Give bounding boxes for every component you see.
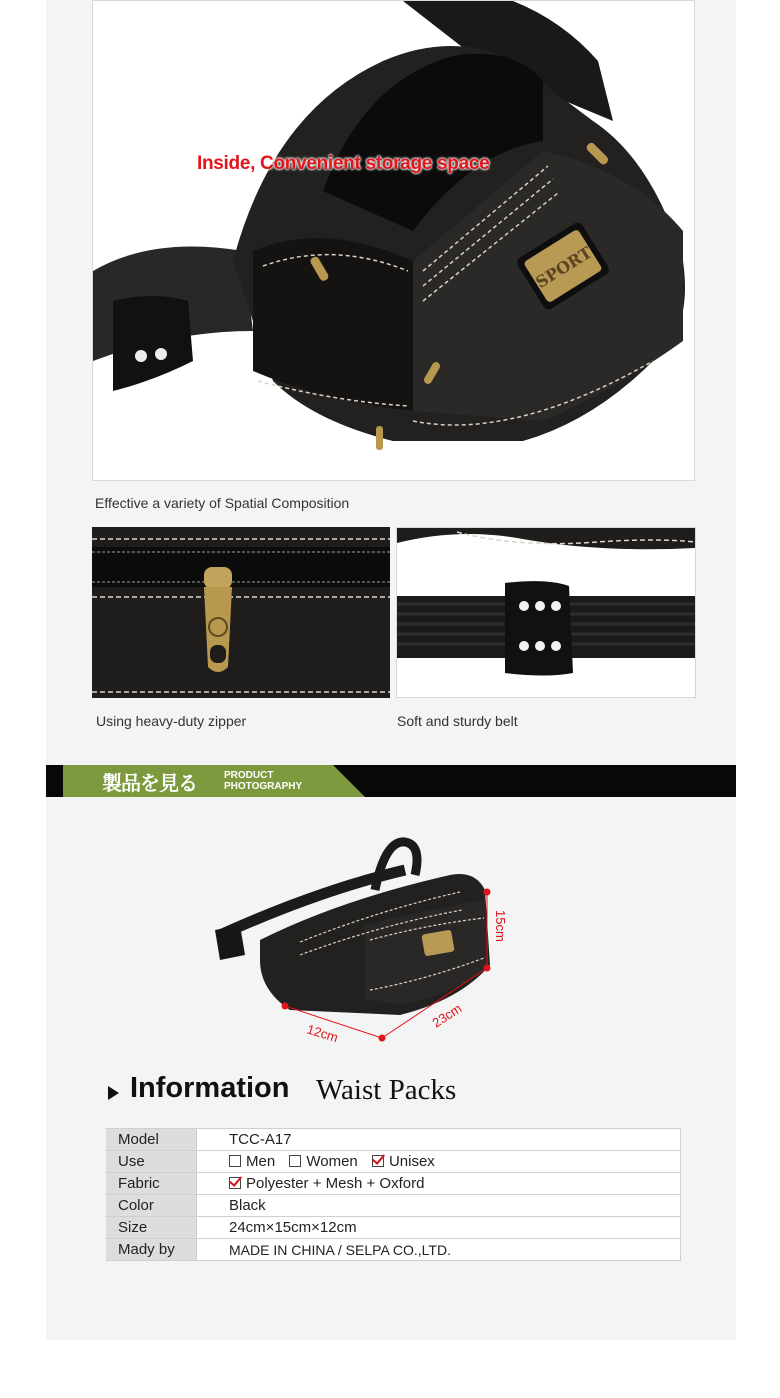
zipper-detail-photo: [92, 527, 390, 698]
option-unisex: Unisex: [388, 1153, 435, 1170]
checkbox-unisex: [372, 1155, 384, 1167]
information-subtitle: Waist Packs: [316, 1074, 457, 1106]
color-label: Color: [106, 1195, 197, 1217]
made-by-label: Mady by: [106, 1239, 197, 1261]
banner-english-title: [224, 770, 302, 792]
table-row: [106, 1129, 681, 1151]
zipper-illustration: [92, 527, 390, 698]
checkbox-men: [229, 1155, 241, 1167]
checkbox-fabric: [229, 1177, 241, 1189]
table-row: [106, 1195, 681, 1217]
belt-detail-photo: [396, 527, 696, 698]
model-value: TCC-A17: [197, 1129, 681, 1151]
triangle-bullet-icon: [108, 1086, 119, 1100]
banner-line-2: PHOTOGRAPHY: [224, 781, 303, 792]
open-bag-illustration: [93, 1, 695, 481]
option-men: Men: [246, 1153, 276, 1170]
checkbox-women: [289, 1155, 301, 1167]
model-label: Model: [106, 1129, 197, 1151]
fabric-label: Fabric: [106, 1173, 197, 1195]
made-by-value: MADE IN CHINA / SELPA CO.,LTD.: [197, 1239, 681, 1261]
belt-buckle-illustration: [397, 528, 695, 697]
banner-line-1: PRODUCT: [224, 770, 274, 781]
table-row: [106, 1173, 681, 1195]
width-label: 23cm: [429, 1000, 465, 1031]
information-title: Information: [130, 1072, 290, 1104]
storage-overlay-label: Inside, Convenient storage space: [197, 153, 490, 174]
option-fabric: Polyester + Mesh + Oxford: [246, 1175, 425, 1192]
table-row: [106, 1151, 681, 1173]
color-value: Black: [197, 1195, 681, 1217]
size-value: 24cm×15cm×12cm: [197, 1217, 681, 1239]
depth-label: 12cm: [305, 1021, 340, 1046]
table-row: [106, 1217, 681, 1239]
product-photography-banner: [46, 765, 736, 797]
spec-table: [106, 1128, 681, 1261]
main-photo-caption: Effective a variety of Spatial Composition: [95, 495, 350, 511]
main-product-photo: [92, 0, 695, 481]
use-label: Use: [106, 1151, 197, 1173]
zipper-caption: Using heavy-duty zipper: [96, 713, 247, 729]
belt-caption: Soft and sturdy belt: [397, 713, 518, 729]
fabric-value: [197, 1173, 681, 1195]
dimension-diagram: [200, 830, 520, 1060]
table-row: [106, 1239, 681, 1261]
use-value: [197, 1151, 681, 1173]
banner-japanese-title: 製品を見る: [102, 771, 197, 795]
size-label: Size: [106, 1217, 197, 1239]
option-women: Women: [306, 1153, 358, 1170]
sport-badge-text: SPORT: [532, 242, 596, 292]
height-label: 15cm: [493, 910, 508, 942]
